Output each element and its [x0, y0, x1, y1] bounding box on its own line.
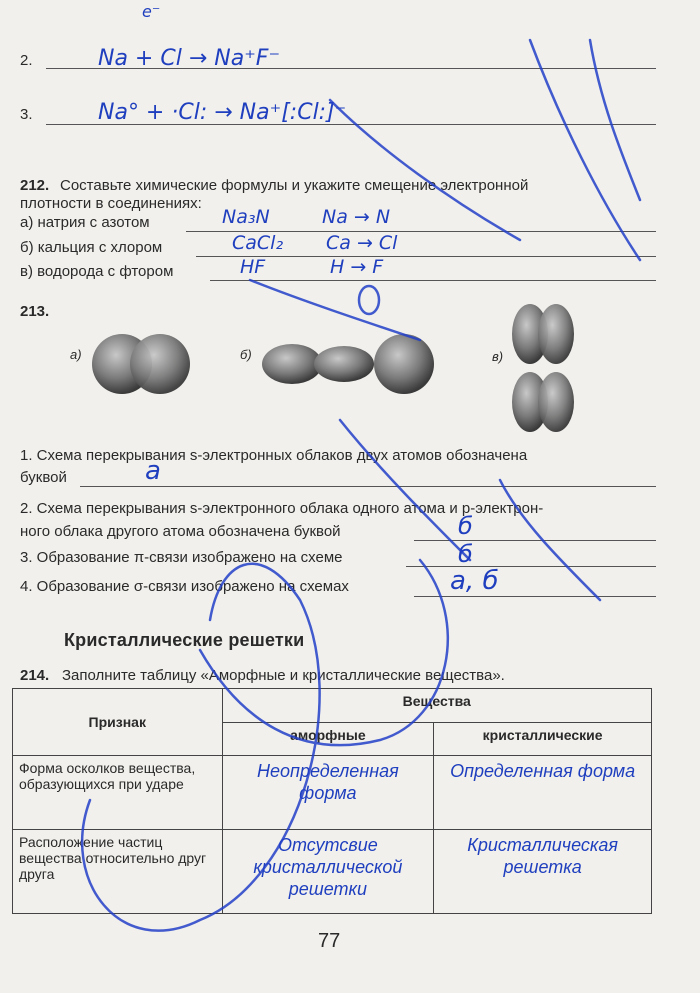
- row-amorphous: Отсутсвие кристаллической решетки: [222, 830, 434, 914]
- line2-handwriting: Na + Cl → Na⁺F⁻: [98, 46, 281, 71]
- q2-line1: 2. Схема перекрывания s-электронного облака одного атома и p-электрон-: [20, 500, 544, 517]
- row-feature: Форма осколков вещества, образующихся при ударе: [13, 756, 223, 830]
- q1-answer: а: [145, 456, 161, 486]
- formula-b: CaCl₂: [232, 232, 284, 254]
- task-212-prompt-2: плотности в соединениях:: [20, 195, 202, 212]
- task-212-prompt-1: Составьте химические формулы и укажите смещение электронной: [60, 177, 529, 194]
- q3-answer: б: [458, 540, 473, 568]
- row-crystalline: Определенная форма: [434, 756, 652, 830]
- page-number: 77: [318, 930, 341, 952]
- line3-handwriting: Na° + ·Cl: → Na⁺[:Cl:]⁻: [98, 100, 347, 125]
- figure-label-c: в): [492, 349, 504, 364]
- q2-answer: б: [458, 512, 473, 540]
- row-feature: Расположение частиц вещества относительно друг друга: [13, 830, 223, 914]
- formula-a: Na₃N: [222, 206, 270, 228]
- header-crystalline: кристаллические: [434, 722, 652, 756]
- electron-label: e⁻: [142, 2, 161, 21]
- q1-line2: буквой: [20, 469, 67, 486]
- task-212-item-b: б) кальция с хлором: [20, 239, 163, 256]
- task-214-number: 214.: [20, 667, 50, 684]
- header-feature: Признак: [13, 689, 223, 756]
- shift-c: H → F: [330, 256, 384, 278]
- q1-line1: 1. Схема перекрывания s-электронных облаков двух атомов обозначена: [20, 447, 528, 464]
- task-212-number: 212.: [20, 177, 50, 194]
- task-213-number: 213.: [20, 303, 50, 320]
- header-amorphous: аморфные: [222, 722, 434, 756]
- section-title: Кристаллические решетки: [64, 630, 305, 650]
- figure-label-b: б): [240, 347, 252, 362]
- row-crystalline: Кристаллическая решетка: [434, 830, 652, 914]
- task-214-prompt: Заполните таблицу «Аморфные и кристаллические вещества».: [62, 667, 505, 684]
- task-212-item-a: а) натрия с азотом: [20, 214, 150, 231]
- row-amorphous: Неопределенная форма: [222, 756, 434, 830]
- line3-number: 3.: [20, 106, 33, 123]
- formula-c: HF: [240, 256, 266, 278]
- header-substances: Вещества: [222, 689, 652, 723]
- shift-b: Ca → Cl: [326, 232, 398, 254]
- figure-label-a: а): [70, 347, 82, 362]
- task-212-item-c: в) водорода с фтором: [20, 263, 174, 280]
- line2-number: 2.: [20, 52, 33, 69]
- q3-text: 3. Образование π-связи изображено на схеме: [20, 549, 343, 566]
- q2-line2: ного облака другого атома обозначена буквой: [20, 523, 341, 540]
- q4-text: 4. Образование σ-связи изображено на схемах: [20, 578, 349, 595]
- shift-a: Na → N: [322, 206, 391, 228]
- q4-answer: а, б: [450, 566, 499, 596]
